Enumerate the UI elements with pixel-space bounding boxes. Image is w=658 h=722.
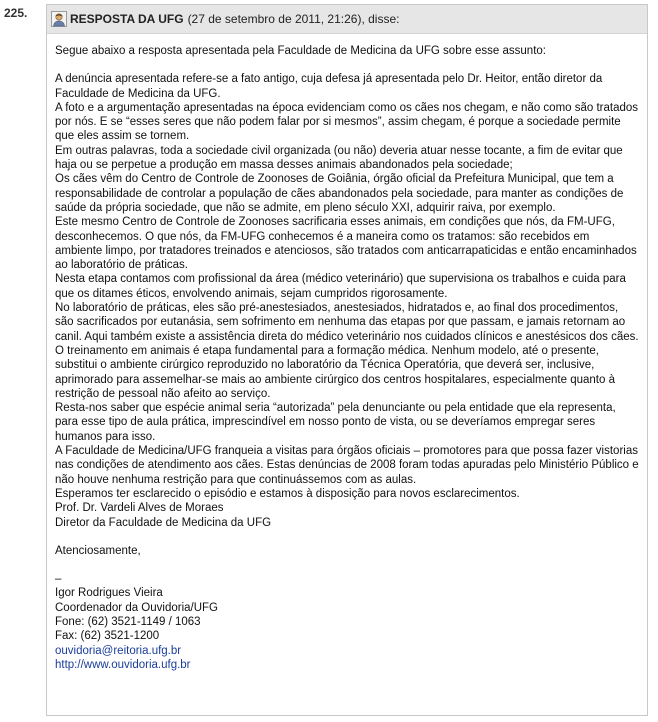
- paragraph: Em outras palavras, toda a sociedade civil organizada (ou não) deveria atuar nesse tocante, a fim de evitar que haja ou se perpetue a produção em massa desses animais abandonados pela sociedade;: [55, 144, 623, 172]
- user-avatar-icon: [51, 11, 67, 27]
- comment-body: [47, 34, 647, 672]
- paragraph: Esperamos ter esclarecido o episódio e estamos à disposição para novos esclarecimentos.: [55, 487, 520, 500]
- signature-dash: –: [55, 573, 62, 586]
- paragraph: A foto e a argumentação apresentadas na época evidenciam como os cães nos chegam, e não como são tratados por nós. E se “esses seres que não podem falar por si mesmos”, assim chegam, é porque a sociedade permite que eles assim se tornem.: [55, 101, 639, 143]
- comment-box: [46, 4, 648, 716]
- paragraph: O treinamento em animais é etapa fundamental para a formação médica. Nenhum modelo, até o presente, substitui o ambiente cirúrgico reproduzido no laboratório da Técnica Operatória, que deverá ser, inclusive, aprimorado para assemelhar-se mais ao ambiente cirúrgico dos centros hospitalares, especialmente quanto à restrição de pessoal não afeito ao serviço.: [55, 344, 615, 400]
- comment-author: RESPOSTA DA UFG: [70, 12, 184, 26]
- intro-text: Segue abaixo a resposta apresentada pela Faculdade de Medicina da UFG sobre esse assunto:: [55, 45, 546, 57]
- comment-header: [47, 5, 647, 34]
- paragraph: A Faculdade de Medicina/UFG franqueia a visitas para órgãos oficiais – promotores para que possa fazer vistorias nas condições de atendimento aos cães. Estas denúncias de 2008 foram todas apuradas pelo Ministério Público e não houve nenhuma restrição para que continuássemos com as aulas.: [55, 445, 639, 486]
- signature-name: Igor Rodrigues Vieira: [55, 587, 163, 600]
- paragraph: Resta-nos saber que espécie animal seria “autorizada” pela denunciante ou pela entidade que ela representa, para esse tipo de aula prática, imprescindível em nosso ponto de vista, ou se deveríamos empregar seres humanos para isso.: [55, 402, 616, 443]
- paragraph: Os cães vêm do Centro de Controle de Zoonoses de Goiânia, órgão oficial da Prefeitura Municipal, que tem a responsabilidade de controlar a população de cães abandonados pela sociedade, para manter as condições de saúde da própria sociedade, que não se admite, em pleno século XXI, adquirir raiva, por exemplo.: [55, 173, 624, 214]
- website-link[interactable]: http://www.ouvidoria.ufg.br: [55, 658, 191, 671]
- comment-meta: (27 de setembro de 2011, 21:26), disse:: [187, 12, 400, 26]
- signature-phone: Fone: (62) 3521-1149 / 1063: [55, 615, 201, 628]
- closing: Atenciosamente,: [55, 544, 141, 557]
- paragraph: A denúncia apresentada refere-se a fato antigo, cuja defesa já apresentada pelo Dr. Heitor, então diretor da Faculdade de Medicina da UFG.: [55, 73, 603, 100]
- director-name: Prof. Dr. Vardeli Alves de Moraes: [55, 502, 224, 515]
- paragraph: Nesta etapa contamos com profissional da área (médico veterinário) que supervisiona os trabalhos e cuida para que os ditames éticos, envolvendo animais, sejam cumpridos rigorosamente.: [55, 273, 626, 300]
- signature-role: Coordenador da Ouvidoria/UFG: [55, 601, 218, 614]
- comment-number: 225.: [4, 6, 28, 20]
- email-link[interactable]: ouvidoria@reitoria.ufg.br: [55, 644, 182, 657]
- paragraph: Este mesmo Centro de Controle de Zoonoses sacrificaria esses animais, em condições que nós, da FM-UFG, desconhecemos. O que nós, da FM-UFG conhecemos é a maneira como os tratamos: são recebidos em ambiente limpo, por tratadores treinados e atenciosos, são tratados com anticarrapaticidas e então encaminhados ao laboratório de práticas.: [55, 216, 637, 272]
- signature-fax: Fax: (62) 3521-1200: [55, 630, 160, 643]
- director-title: Diretor da Faculdade de Medicina da UFG: [55, 516, 272, 529]
- paragraph: No laboratório de práticas, eles são pré-anestesiados, anestesiados, hidratados e, ao final dos procedimentos, são sacrificados por eutanásia, sem sofrimento em nenhuma das etapas por que passam, e jamais retornam ao canil. Aqui também existe a assistência direta do médico veterinário nos cuidados clínicos e anestésicos dos cães.: [55, 302, 639, 343]
